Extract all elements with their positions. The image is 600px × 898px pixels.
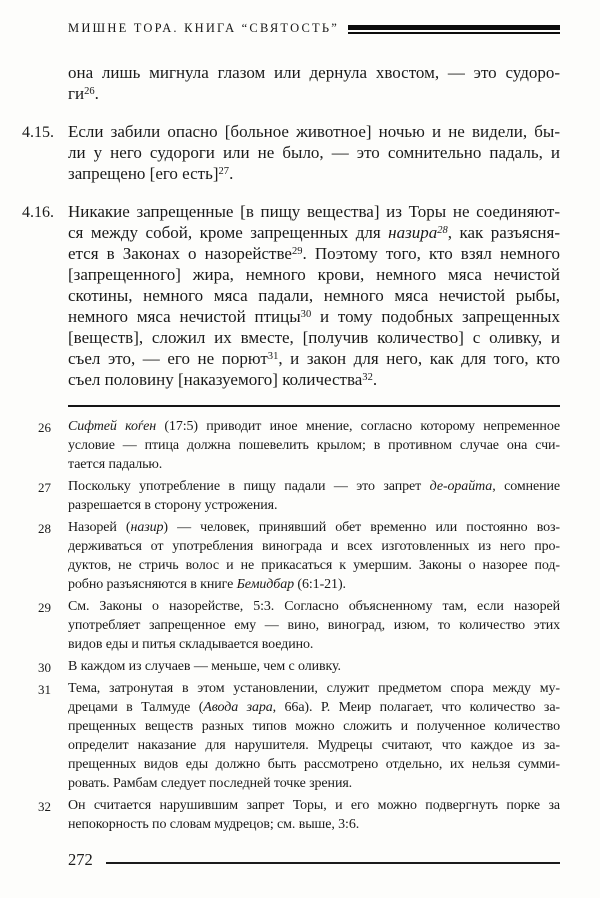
text-segment: съел это, — его не порют	[68, 349, 268, 368]
text-line	[68, 657, 560, 676]
paragraph-text	[68, 62, 560, 104]
halacha-number: 4.15.	[22, 124, 54, 141]
footnote-number: 32	[38, 799, 51, 814]
footnote-ref: 29	[291, 245, 303, 257]
text-line	[68, 369, 560, 390]
footnote-number: 27	[38, 480, 51, 495]
text-line	[68, 635, 560, 654]
text-line	[68, 222, 560, 243]
text-segment: немного мяса нечистой птицы	[68, 307, 301, 326]
text-line	[68, 264, 560, 285]
footnote-text	[68, 796, 560, 834]
text-segment: скотины, немного мяса падали, немного мяса нечистой рыбы,	[68, 286, 560, 305]
text-segment: ется в Законах о назорействе	[68, 244, 292, 263]
running-title: МИШНЕ ТОРА. КНИГА “СВЯТОСТЬ”	[68, 20, 339, 35]
main-text	[22, 62, 561, 390]
text-segment: , и закон для него, как для того, кто	[278, 349, 561, 368]
text-segment: назира	[388, 223, 438, 242]
text-segment: , как разъясня-	[447, 223, 560, 242]
footnote-27	[38, 477, 560, 515]
footnotes-section	[38, 417, 560, 834]
header-rule	[348, 25, 560, 34]
text-segment: употребляет запрещенное ему — вино, виноград, изюм, то количество этих	[68, 618, 560, 633]
text-line	[68, 496, 560, 515]
footnote-30	[38, 657, 560, 676]
text-segment: видов еды и питья складывается воедино.	[68, 637, 314, 652]
text-segment: Авода зара	[203, 700, 273, 715]
text-segment: Назорей (	[68, 520, 131, 535]
text-segment: . Поэтому того, кто взял немного	[302, 244, 560, 263]
text-line	[68, 62, 560, 83]
footnote-ref: 30	[300, 308, 312, 320]
text-line	[68, 436, 560, 455]
text-segment: она лишь мигнула глазом или дернула хвостом, — это судоро-	[68, 63, 560, 82]
text-segment: назир	[130, 520, 164, 535]
footnote-ref: 31	[267, 350, 279, 362]
footnote-text	[68, 657, 560, 676]
text-segment: Поскольку употребление в пищу падали — это запрет	[68, 479, 430, 494]
text-segment: определит наказание для нарушителя. Мудрецы считают, что каждое из за-	[68, 738, 560, 753]
footnote-32	[38, 796, 560, 834]
text-line	[68, 537, 560, 556]
text-segment: Сифтей коѓен	[68, 419, 157, 434]
text-segment: прещенных веществ разных типов можно сложить и полученное количество	[68, 719, 560, 734]
footnote-number: 28	[38, 521, 51, 536]
text-segment: В каждом из случаев — меньше, чем с оливку.	[68, 659, 341, 674]
text-segment: ся между собой, кроме запрещенных для	[68, 223, 389, 242]
text-segment: [веществ], сложил их вместе, [получив количество] с оливку, и	[68, 328, 560, 347]
text-line	[68, 142, 560, 163]
text-segment: ли у него судороги или не было, — это сомнительно падаль, и	[68, 143, 560, 162]
footnote-ref: 32	[362, 371, 373, 383]
text-line	[68, 285, 560, 306]
footnote-number: 29	[38, 600, 51, 615]
footnote-29	[38, 597, 560, 654]
text-segment: , сомнение	[492, 479, 560, 494]
text-line	[68, 243, 560, 264]
text-line	[68, 597, 560, 616]
text-line	[68, 83, 560, 104]
text-segment: разрешается в сторону устрожения.	[68, 498, 278, 513]
text-line	[68, 306, 560, 327]
text-segment: (17:5) приводит иное мнение, согласно которому непременное	[156, 419, 560, 434]
text-line	[68, 736, 560, 755]
paragraph-4-15	[22, 121, 560, 184]
footnote-26	[38, 417, 560, 474]
text-segment: , 66а). Р. Меир полагает, что количество за-	[272, 700, 560, 715]
footnote-ref: 28	[437, 224, 448, 236]
text-line	[68, 616, 560, 635]
text-segment: ровать. Рамбам следует последней точке зрения.	[68, 776, 353, 791]
footnote-number: 30	[38, 660, 51, 675]
text-segment: .	[94, 84, 99, 103]
text-segment: Если забили опасно [больное животное] ночью и не видели, бы-	[68, 122, 560, 141]
paragraph-text	[68, 201, 560, 390]
text-line	[68, 201, 560, 222]
text-segment: держиваться от употребления винограда и всех изготовленных из него про-	[68, 539, 560, 554]
footnote-separator	[68, 405, 560, 407]
text-line	[68, 698, 560, 717]
footer-rule	[106, 862, 560, 864]
text-line	[68, 455, 560, 474]
text-segment: дрецами в Талмуде (	[68, 700, 204, 715]
text-segment: Он считается нарушившим запрет Торы, и его можно подвергнуть порке за	[68, 798, 560, 813]
text-line	[68, 796, 560, 815]
text-segment: Никакие запрещенные [в пищу вещества] из Торы не соединяют-	[68, 202, 560, 221]
footnote-text	[68, 679, 560, 793]
text-line	[68, 121, 560, 142]
text-line	[68, 518, 560, 537]
text-segment: ) — человек, принявший обет временно или постоянно воз-	[163, 520, 560, 535]
footnote-31	[38, 679, 560, 793]
text-segment: [запрещенного] жира, немного крови, немного мяса нечистой	[68, 265, 560, 284]
text-line	[68, 348, 560, 369]
text-line	[68, 327, 560, 348]
text-segment: условие — птица должна пошевелить крылом; в противном случае она счи-	[68, 438, 560, 453]
text-segment: ги	[68, 84, 85, 103]
page-number: 272	[68, 850, 93, 869]
text-segment: (6:1-21).	[294, 577, 346, 592]
text-line	[68, 815, 560, 834]
text-segment: См. Законы о назорействе, 5:3. Согласно объясненному там, если назорей	[68, 599, 560, 614]
text-segment: запрещено [его есть]	[68, 164, 219, 183]
text-segment: робно разъясняются в книге	[68, 577, 237, 592]
text-segment: Бемидбар	[236, 577, 295, 592]
footnote-ref: 26	[84, 85, 95, 97]
text-segment: .	[372, 370, 378, 389]
text-line	[68, 163, 560, 184]
paragraph-text	[68, 121, 560, 184]
page-footer	[68, 850, 560, 870]
paragraph-continuation	[68, 62, 560, 104]
text-line	[68, 679, 560, 698]
footnote-text	[68, 597, 560, 654]
text-line	[68, 477, 560, 496]
footnote-text	[68, 417, 560, 474]
text-segment: Тема, затронутая в этом установлении, служит предметом спора между му-	[68, 681, 560, 696]
text-line	[68, 717, 560, 736]
text-line	[68, 556, 560, 575]
text-segment: тается падалью.	[68, 457, 163, 472]
page-header	[68, 20, 560, 36]
footnote-ref: 27	[218, 165, 230, 177]
text-segment: съел половину [наказуемого] количества	[68, 370, 363, 389]
footnote-number: 31	[38, 682, 51, 697]
paragraph-4-16	[22, 201, 561, 390]
text-line	[68, 755, 560, 774]
text-line	[68, 417, 560, 436]
footnote-text	[68, 518, 560, 594]
footnote-text	[68, 477, 560, 515]
text-segment: де-орайта	[429, 479, 493, 494]
footnote-number: 26	[38, 420, 51, 435]
text-segment: .	[229, 164, 234, 183]
halacha-number: 4.16.	[22, 204, 54, 221]
text-segment: дуктов, не стричь волос и не прикасаться к умершим. Законы о назорее под-	[68, 558, 560, 573]
text-segment: прещенных видов еды должно быть рассмотрено отдельно, их нельзя сумми-	[68, 757, 560, 772]
text-segment: непокорность по словам мудрецов; см. выше, 3:6.	[68, 817, 360, 832]
text-segment: и тому подобных запрещенных	[311, 307, 560, 326]
text-line	[68, 575, 560, 594]
text-line	[68, 774, 560, 793]
footnote-28	[38, 518, 560, 594]
